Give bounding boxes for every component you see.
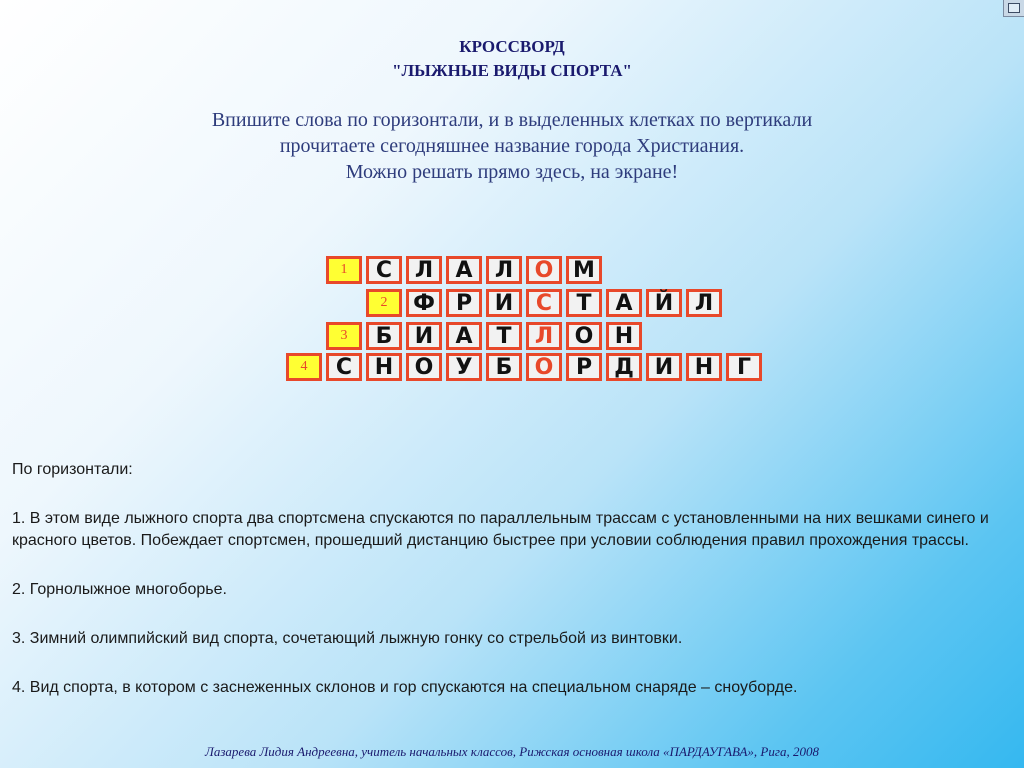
crossword-letter-cell[interactable]: О: [566, 322, 602, 350]
crossword-letter-cell[interactable]: Р: [566, 353, 602, 381]
clue-4: 4. Вид спорта, в котором с заснеженных склонов и гор спускаются на специальном снаряде – сноуборде.: [12, 679, 798, 696]
clue-3: 3. Зимний олимпийский вид спорта, сочетающий лыжную гонку со стрельбой из винтовки.: [12, 630, 683, 647]
crossword-highlight-cell[interactable]: Л: [526, 322, 562, 350]
crossword-row-3: [326, 322, 646, 350]
crossword-letter-cell[interactable]: С: [326, 353, 362, 381]
crossword-letter-cell[interactable]: Г: [726, 353, 762, 381]
crossword-letter-cell[interactable]: И: [486, 289, 522, 317]
instruction-line: прочитаете сегодняшнее название города Христиания.: [279, 135, 745, 157]
crossword-number-cell: 1: [326, 256, 362, 284]
crossword-letter-cell[interactable]: О: [406, 353, 442, 381]
crossword-letter-cell[interactable]: Т: [566, 289, 602, 317]
clue-2: 2. Горнолыжное многоборье.: [12, 581, 227, 598]
clues-section: [12, 459, 1012, 699]
crossword-letter-cell[interactable]: Д: [606, 353, 642, 381]
crossword-number-cell: 2: [366, 289, 402, 317]
crossword-letter-cell[interactable]: Ф: [406, 289, 442, 317]
clue-1: 1. В этом виде лыжного спорта два спортсмена спускаются по параллельным трассам с установленными на них вешками синего и красного цветов. Побеждает спортсмен, прошедший дистанцию быстрее при условии соблюдения правил прохождения трассы.: [12, 510, 989, 549]
crossword-letter-cell[interactable]: А: [606, 289, 642, 317]
crossword-letter-cell[interactable]: Л: [686, 289, 722, 317]
crossword-letter-cell[interactable]: У: [446, 353, 482, 381]
crossword-letter-cell[interactable]: Р: [446, 289, 482, 317]
crossword-letter-cell[interactable]: Т: [486, 322, 522, 350]
clues-heading: По горизонтали:: [12, 461, 133, 478]
crossword-letter-cell[interactable]: Л: [406, 256, 442, 284]
crossword-row-2: [366, 289, 726, 317]
crossword-highlight-cell[interactable]: С: [526, 289, 562, 317]
crossword-letter-cell[interactable]: Й: [646, 289, 682, 317]
crossword-letter-cell[interactable]: И: [646, 353, 682, 381]
crossword-highlight-cell[interactable]: О: [526, 256, 562, 284]
crossword-letter-cell[interactable]: М: [566, 256, 602, 284]
instructions: [0, 107, 1024, 185]
page-title: КРОССВОРД: [459, 37, 565, 56]
crossword-letter-cell[interactable]: Л: [486, 256, 522, 284]
crossword-letter-cell[interactable]: А: [446, 322, 482, 350]
instruction-line: Можно решать прямо здесь, на экране!: [345, 161, 679, 183]
crossword-row-1: [326, 256, 606, 284]
crossword-letter-cell[interactable]: Н: [366, 353, 402, 381]
crossword-letter-cell[interactable]: Б: [366, 322, 402, 350]
crossword-row-4: [286, 353, 766, 381]
instruction-line: Впишите слова по горизонтали, и в выделенных клетках по вертикали: [211, 109, 813, 131]
crossword-letter-cell[interactable]: Б: [486, 353, 522, 381]
crossword-letter-cell[interactable]: С: [366, 256, 402, 284]
footer-credit: Лазарева Лидия Андреевна, учитель начальных классов, Рижская основная школа «ПАРДАУГАВА», Рига, 2008: [205, 744, 819, 759]
crossword-highlight-cell[interactable]: О: [526, 353, 562, 381]
crossword-number-cell: 3: [326, 322, 362, 350]
crossword-letter-cell[interactable]: А: [446, 256, 482, 284]
crossword-letter-cell[interactable]: Н: [606, 322, 642, 350]
crossword-letter-cell[interactable]: И: [406, 322, 442, 350]
crossword-number-cell: 4: [286, 353, 322, 381]
page-subtitle: "ЛЫЖНЫЕ ВИДЫ СПОРТА": [392, 61, 632, 80]
window-restore-icon[interactable]: [1003, 0, 1024, 17]
crossword-letter-cell[interactable]: Н: [686, 353, 722, 381]
